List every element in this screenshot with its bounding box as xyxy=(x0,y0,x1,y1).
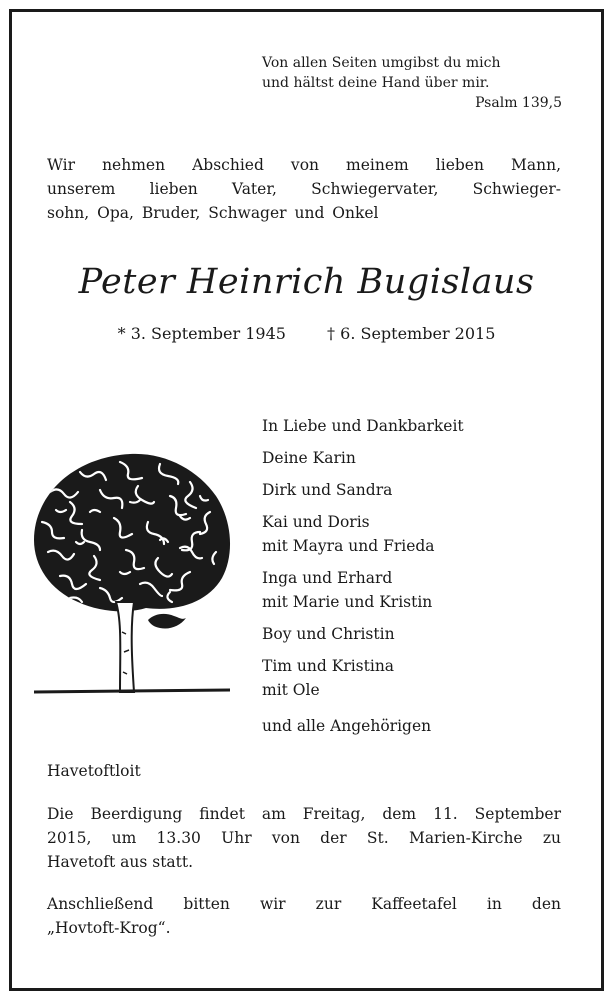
family-line: mit Ole xyxy=(262,681,320,699)
burial-line-2: 2015, um 13.30 Uhr von der St. Marien-Kirche zu xyxy=(47,829,561,847)
intro-line-1: Wir nehmen Abschied von meinem lieben Mann, xyxy=(47,156,561,174)
deceased-name: Peter Heinrich Bugislaus xyxy=(78,262,535,302)
coffee-line-1: Anschließend bitten wir zur Kaffeetafel in den xyxy=(47,895,561,913)
family-list xyxy=(262,414,562,738)
family-group xyxy=(262,446,562,470)
family-closing: und alle Angehörigen xyxy=(262,717,432,735)
family-line: mit Marie und Kristin xyxy=(262,593,433,611)
family-line: Dirk und Sandra xyxy=(262,481,393,499)
family-line: Deine Karin xyxy=(262,449,356,467)
intro-line-2: unserem lieben Vater, Schwiegervater, Schwieger- xyxy=(47,180,561,198)
coffee-info xyxy=(47,892,561,940)
family-group xyxy=(262,478,562,502)
birth-date: * 3. September 1945 xyxy=(117,324,286,343)
family-line: Boy und Christin xyxy=(262,625,395,643)
place-name: Havetoftloit xyxy=(47,762,141,780)
family-group xyxy=(262,654,562,702)
motto-line-2: und hältst deine Hand über mir. xyxy=(262,75,490,91)
family-group xyxy=(262,414,562,438)
intro-line-3: sohn, Opa, Bruder, Schwager und Onkel xyxy=(47,204,379,222)
psalm-motto xyxy=(262,53,562,113)
burial-line-3: Havetoft aus statt. xyxy=(47,853,194,871)
family-line: Inga und Erhard xyxy=(262,569,393,587)
life-dates xyxy=(20,324,593,343)
tree-with-bird-icon xyxy=(30,452,235,702)
death-date: † 6. September 2015 xyxy=(327,324,496,343)
intro-text xyxy=(47,153,561,225)
family-line: Tim und Kristina xyxy=(262,657,395,675)
motto-line-1: Von allen Seiten umgibst du mich xyxy=(262,55,501,71)
family-group xyxy=(262,510,562,558)
family-line: Kai und Doris xyxy=(262,513,370,531)
burial-line-1: Die Beerdigung findet am Freitag, dem 11. September xyxy=(47,805,561,823)
family-group xyxy=(262,566,562,614)
burial-info xyxy=(47,802,561,874)
coffee-line-2: „Hovtoft-Krog“. xyxy=(47,919,171,937)
family-line: In Liebe und Dankbarkeit xyxy=(262,417,464,435)
family-group xyxy=(262,622,562,646)
motto-source: Psalm 139,5 xyxy=(475,95,562,111)
family-line: mit Mayra und Frieda xyxy=(262,537,435,555)
